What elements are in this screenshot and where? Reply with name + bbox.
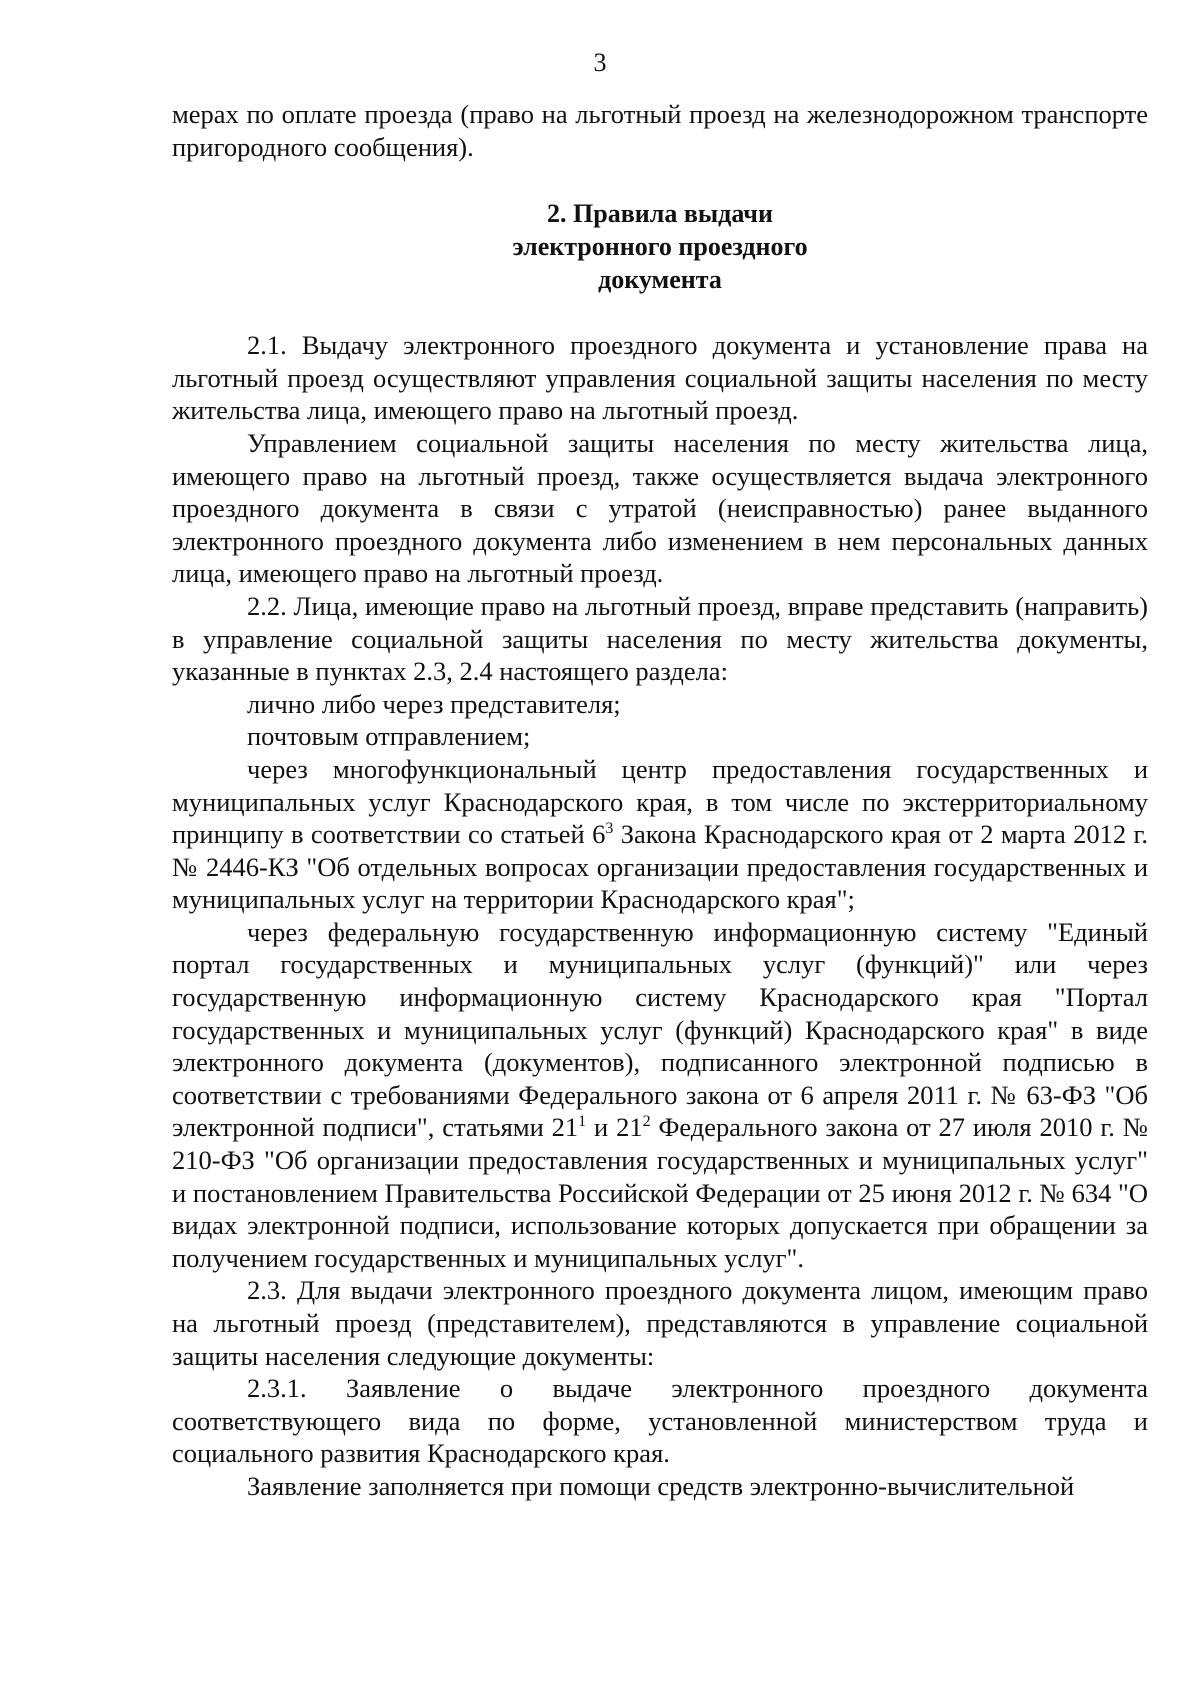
mfc-text-start: через многофункциональный центр предоставления государственных и муниципальных услуг Краснодарского края, в том числе по экстерриториальному принципу в соответствии со статьей 6 (172, 753, 1148, 850)
submission-way-mfc (172, 753, 1148, 916)
submission-way-portal (172, 916, 1148, 1275)
page-number: 3 (593, 48, 607, 77)
superscript: 1 (578, 1113, 587, 1131)
submission-way-in-person: лично либо через представителя; (247, 688, 621, 719)
paragraph-2-3-1: 2.3.1. Заявление о выдаче электронного проездного документа соответствующего вида по форме, установленной министерством труда и социального развития Краснодарского края. (172, 1373, 1148, 1469)
paragraph-2-1-continued: Управлением социальной защиты населения по месту жительства лица, имеющего право на льготный проезд, также осуществляется выдача электронного проездного документа в связи с утратой (неисправностью) ранее выданного электронного проездного документа либо изменением в нем персональных данных лица, имеющего право на льготный проезд. (172, 427, 1148, 589)
section-heading-line3: документа (598, 265, 722, 295)
paragraph-2-1: 2.1. Выдачу электронного проездного документа и установление права на льготный проезд осуществляют управления социальной защиты населения по месту жительства лица, имеющего право на льготный проезд. (172, 330, 1148, 426)
submission-way-mail: почтовым отправлением; (247, 721, 531, 752)
document-body (172, 98, 1148, 1503)
paragraph-2-2: 2.2. Лица, имеющие право на льготный проезд, вправе представить (направить) в управление социальной защиты населения по месту жительства документы, указанные в пунктах 2.3, 2.4 настоящего раздела: (172, 590, 1148, 687)
portal-text-start: через федеральную государственную информационную систему "Единый портал государственных и муниципальных услуг (функций)" или через государственную информационную систему Краснодарского края "Портал государственных и муниципальных услуг (функций) Краснодарского края" в виде электронного документа (документов), подписанного электронной подписью в соответствии с требованиями Федерального закона от 6 апреля 2011 г. № 63-ФЗ "Об электронной подписи", статьями 21 (172, 916, 1148, 1143)
superscript: 3 (605, 820, 614, 838)
portal-text-mid: и 21 (586, 1112, 643, 1143)
intro-continuation: мерах по оплате проезда (право на льготный проезд на железнодорожном транспорте пригородного сообщения). (172, 99, 1148, 162)
paragraph-2-3: 2.3. Для выдачи электронного проездного документа лицом, имеющим право на льготный проезд (представителем), представляются в управление социальной защиты населения следующие документы: (172, 1275, 1148, 1371)
portal-text-end: Федерального закона от 27 июля 2010 г. № 210-ФЗ "Об организации предоставления государственных и муниципальных услуг" и постановлением Правительства Российской Федерации от 25 июня 2012 г. № 634 "О видах электронной подписи, использование которых допускается при обращении за получением государственных и муниципальных услуг". (172, 1112, 1148, 1273)
paragraph-last: Заявление заполняется при помощи средств электронно-вычислительной (247, 1470, 1075, 1501)
section-heading-line1: 2. Правила выдачи (547, 199, 773, 229)
section-heading (172, 197, 1148, 296)
section-heading-line2: электронного проездного (512, 232, 808, 262)
mfc-text-end: Закона Краснодарского края от 2 марта 2012 г. № 2446-КЗ "Об отдельных вопросах организации предоставления государственных и муниципальных услуг на территории Краснодарского края"; (172, 819, 1149, 915)
superscript: 2 (642, 1113, 651, 1131)
